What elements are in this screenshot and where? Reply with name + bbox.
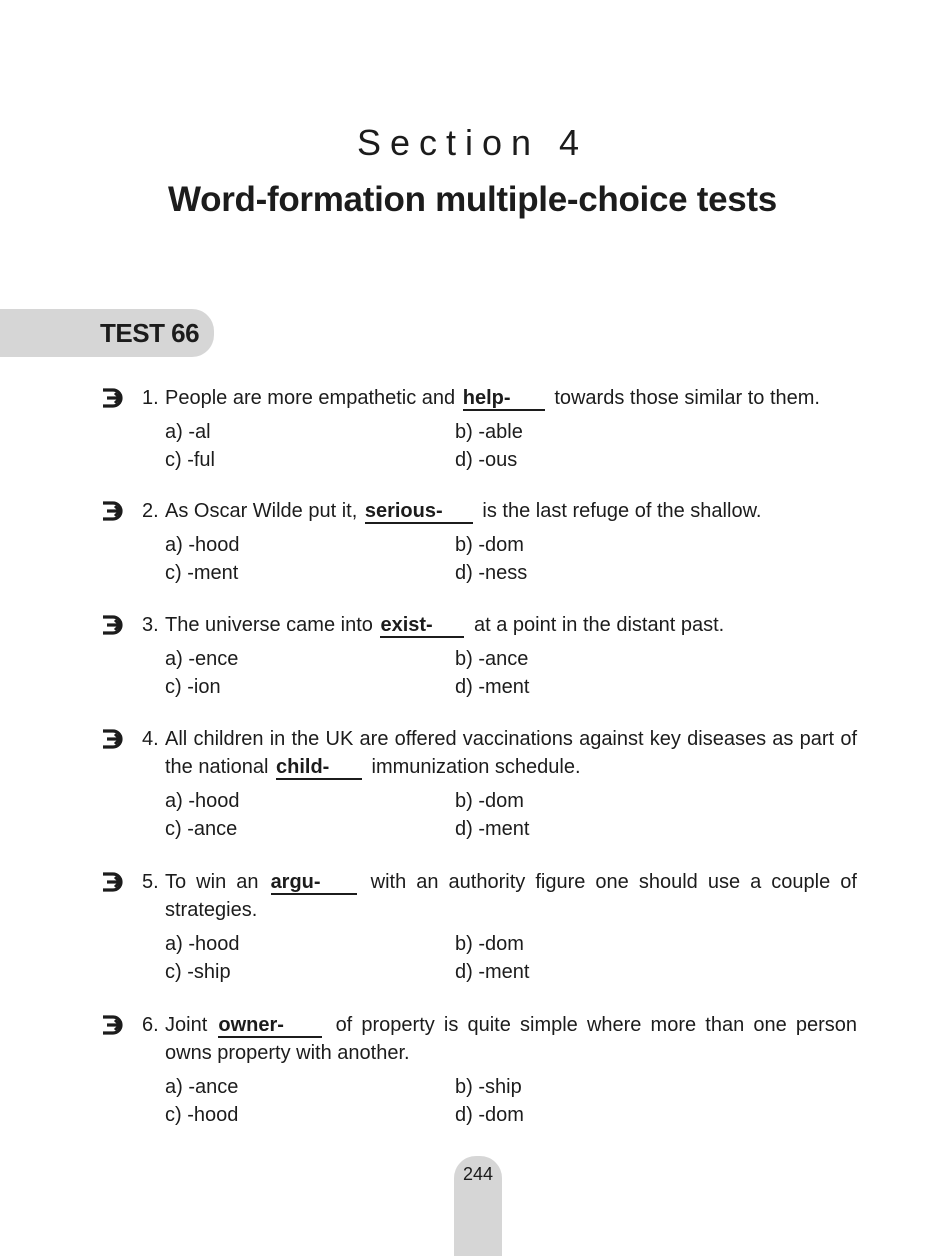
question-text-after: with an authority figure one should use a couple of strategies. xyxy=(165,871,857,921)
question-number: 6. xyxy=(142,1014,159,1036)
arrow-bullet-icon xyxy=(100,1013,126,1037)
question-number: 1. xyxy=(142,387,159,409)
option-c: c) -ful xyxy=(165,449,215,471)
option-b: b) -dom xyxy=(455,534,524,556)
arrow-bullet-icon xyxy=(100,870,126,894)
blank-word: serious- xyxy=(365,500,473,524)
option-b: b) -dom xyxy=(455,790,524,812)
arrow-bullet-icon xyxy=(100,727,126,751)
test-label: TEST 66 xyxy=(100,318,200,348)
page-number: 244 xyxy=(462,1164,494,1184)
blank-word: argu- xyxy=(271,871,357,895)
option-c: c) -ship xyxy=(165,961,231,983)
blank-word: owner- xyxy=(218,1014,322,1038)
option-d: d) -ment xyxy=(455,676,530,698)
option-c: c) -hood xyxy=(165,1104,239,1126)
question-text-before: As Oscar Wilde put it, xyxy=(165,500,358,522)
question-number: 2. xyxy=(142,500,159,522)
question-text-before: All children in the UK are offered vaccinations against key diseases as part of the national xyxy=(165,728,857,778)
question-text-before: People are more empathetic and xyxy=(165,387,456,409)
option-a: a) -hood xyxy=(165,534,240,556)
page-title: Word-formation multiple-choice tests xyxy=(168,180,777,219)
question-number: 4. xyxy=(142,728,159,750)
arrow-bullet-icon xyxy=(100,386,126,410)
question-text-after: at a point in the distant past. xyxy=(474,614,725,636)
test-tab xyxy=(0,309,214,357)
option-b: b) -able xyxy=(455,421,523,443)
option-b: b) -ance xyxy=(455,648,529,670)
blank-word: exist- xyxy=(380,614,464,638)
option-c: c) -ion xyxy=(165,676,221,698)
option-a: a) -ence xyxy=(165,648,239,670)
option-d: d) -dom xyxy=(455,1104,524,1126)
question-text-before: Joint xyxy=(165,1014,208,1036)
question-text-before: To win an xyxy=(165,871,259,893)
arrow-bullet-icon xyxy=(100,613,126,637)
option-b: b) -dom xyxy=(455,933,524,955)
option-d: d) -ness xyxy=(455,562,528,584)
option-d: d) -ment xyxy=(455,818,530,840)
option-a: a) -ance xyxy=(165,1076,239,1098)
blank-word: child- xyxy=(276,756,362,780)
question-number: 3. xyxy=(142,614,159,636)
option-c: c) -ance xyxy=(165,818,238,840)
question-text-after: of property is quite simple where more than one person owns property with another. xyxy=(165,1014,858,1064)
option-a: a) -hood xyxy=(165,933,240,955)
question-text-before: The universe came into xyxy=(165,614,373,636)
question-text-after: towards those similar to them. xyxy=(554,387,820,409)
option-a: a) -hood xyxy=(165,790,240,812)
arrow-bullet-icon xyxy=(100,499,126,523)
option-c: c) -ment xyxy=(165,562,239,584)
option-d: d) -ment xyxy=(455,961,530,983)
option-d: d) -ous xyxy=(455,449,518,471)
blank-word: help- xyxy=(463,387,545,411)
question-text-after: immunization schedule. xyxy=(371,756,581,778)
question-text-after: is the last refuge of the shallow. xyxy=(482,500,762,522)
section-label: Section 4 xyxy=(356,122,589,163)
option-b: b) -ship xyxy=(455,1076,522,1098)
option-a: a) -al xyxy=(165,421,211,443)
question-number: 5. xyxy=(142,871,159,893)
